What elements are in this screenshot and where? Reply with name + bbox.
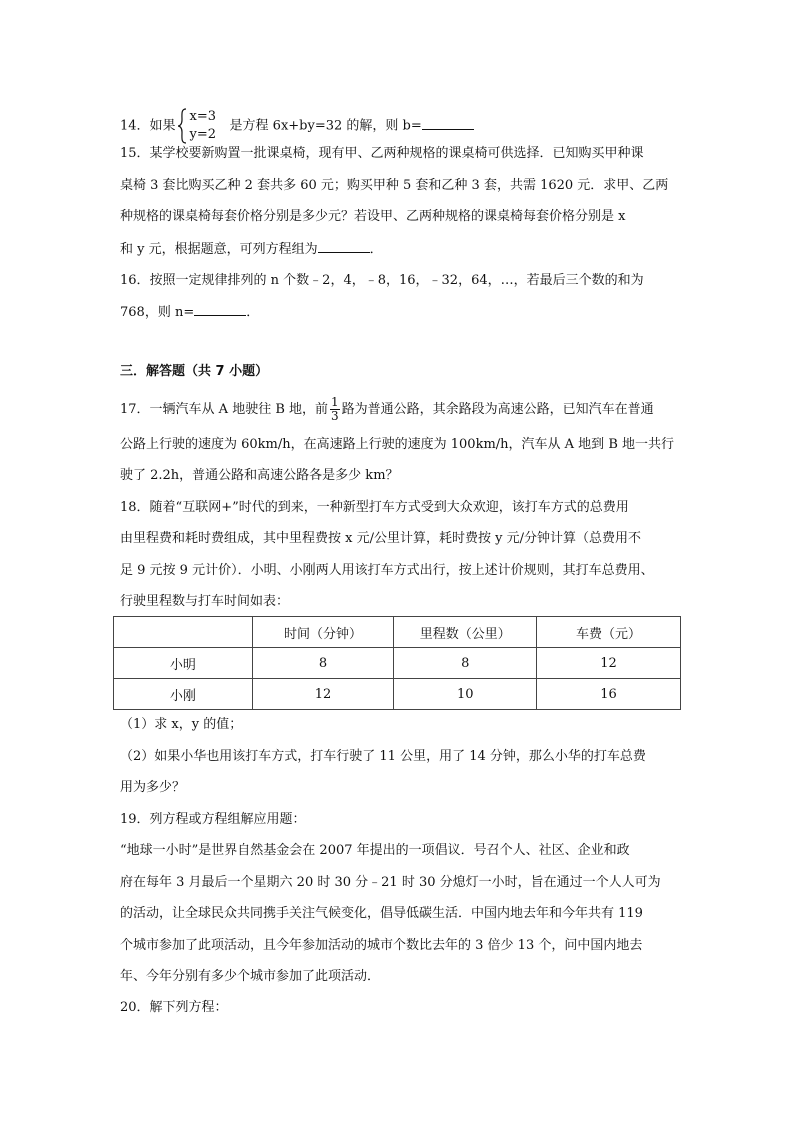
equation-system xyxy=(176,108,230,144)
table-header-cell: 时间（分钟） xyxy=(252,617,394,648)
question-18-sub-1: （1）求 x，y 的值； xyxy=(120,717,243,732)
question-14-number: 14．如果 xyxy=(120,118,176,134)
question-16-line-2: 768，则 n= ． xyxy=(120,305,260,320)
fare-table xyxy=(113,616,681,710)
brace-icon xyxy=(176,108,188,144)
table-header-row xyxy=(114,617,681,648)
answer-blank xyxy=(318,240,370,253)
question-18-line-3: 足 9 元按 9 元计价）．小明、小刚两人用该打车方式出行，按上述计价规则，其打车总费用、 xyxy=(120,563,654,578)
question-14 xyxy=(120,108,474,144)
section-title: 三．解答题（共 7 小题） xyxy=(120,364,269,379)
question-19-line-5: 年、今年分别有多少个城市参加了此项活动． xyxy=(120,969,381,984)
table-cell: 8 xyxy=(394,648,537,679)
table-row xyxy=(114,679,681,710)
table-cell: 16 xyxy=(537,679,681,710)
question-15-line-4: 和 y 元，根据题意，可列方程组为 ． xyxy=(120,242,383,257)
question-14-text: 是方程 6x+by=32 的解，则 b= xyxy=(229,118,422,134)
question-18-sub-2-line-2: 用为多少？ xyxy=(120,780,186,795)
question-17-line-3: 驶了 2.2h，普通公路和高速公路各是多少 km？ xyxy=(120,468,399,483)
fraction: $\frac{1}{3}$ xyxy=(331,395,339,423)
table-header-cell: 里程数（公里） xyxy=(394,617,537,648)
system-eq-1: x=3 xyxy=(189,109,217,124)
question-15-line-2: 桌椅 3 套比购买乙种 2 套共多 60 元；购买甲种 5 套和乙种 3 套，共需 1620 元．求甲、乙两 xyxy=(120,178,669,193)
question-16-line-1: 16．按照一定规律排列的 n 个数﹣2，4，﹣8，16，﹣32，64，…，若最后三个数的和为 xyxy=(120,273,644,288)
table-cell: 小明 xyxy=(114,648,253,679)
table-cell: 12 xyxy=(252,679,394,710)
table-header-cell xyxy=(114,617,253,648)
question-19-line-3: 的活动，让全球民众共同携手关注气候变化，倡导低碳生活．中国内地去年和今年共有 119 xyxy=(120,906,643,921)
table-header-cell: 车费（元） xyxy=(537,617,681,648)
question-18-line-1: 18．随着“互联网+”时代的到来，一种新型打车方式受到大众欢迎，该打车方式的总费用 xyxy=(120,500,629,515)
question-19-line-4: 个城市参加了此项活动，且今年参加活动的城市个数比去年的 3 倍少 13 个，问中国内地去 xyxy=(120,938,643,953)
question-18-line-2: 由里程费和耗时费组成，其中里程费按 x 元/公里计算，耗时费按 y 元/分钟计算（总费用不 xyxy=(120,531,641,546)
question-18-sub-2-line-1: （2）如果小华也用该打车方式，打车行驶了 11 公里，用了 14 分钟，那么小华的打车总费 xyxy=(120,749,646,764)
system-eq-2: y=2 xyxy=(189,127,217,142)
question-17-line-1: 17．一辆汽车从 A 地驶往 B 地，前 $\frac{1}{3}$ 路为普通公路，其余路段为高速公路，已知汽车在普通 xyxy=(120,395,654,423)
answer-blank xyxy=(422,117,474,130)
question-18-line-4: 行驶里程数与打车时间如表： xyxy=(120,594,290,609)
question-20-title: 20．解下列方程： xyxy=(120,1000,228,1015)
answer-blank xyxy=(194,303,246,316)
question-19-line-2: 府在每年 3 月最后一个星期六 20 时 30 分﹣21 时 30 分熄灯一小时，旨在通过一个人人可为 xyxy=(120,875,661,890)
table-cell: 小刚 xyxy=(114,679,253,710)
table-row xyxy=(114,648,681,679)
question-15-line-1: 15．某学校要新购置一批课桌椅，现有甲、乙两种规格的课桌椅可供选择．已知购买甲种课 xyxy=(120,146,644,161)
question-17-line-2: 公路上行驶的速度为 60km/h，在高速路上行驶的速度为 100km/h，汽车从 A 地到 B 地一共行 xyxy=(120,437,675,452)
table-cell: 8 xyxy=(252,648,394,679)
question-19-title: 19．列方程或方程组解应用题： xyxy=(120,812,306,827)
question-19-line-1: “地球一小时”是世界自然基金会在 2007 年提出的一项倡议．号召个人、社区、企业和政 xyxy=(120,843,630,858)
question-15-line-3: 种规格的课桌椅每套价格分别是多少元？若设甲、乙两种规格的课桌椅每套价格分别是 x xyxy=(120,209,626,224)
table-cell: 10 xyxy=(394,679,537,710)
table-cell: 12 xyxy=(537,648,681,679)
